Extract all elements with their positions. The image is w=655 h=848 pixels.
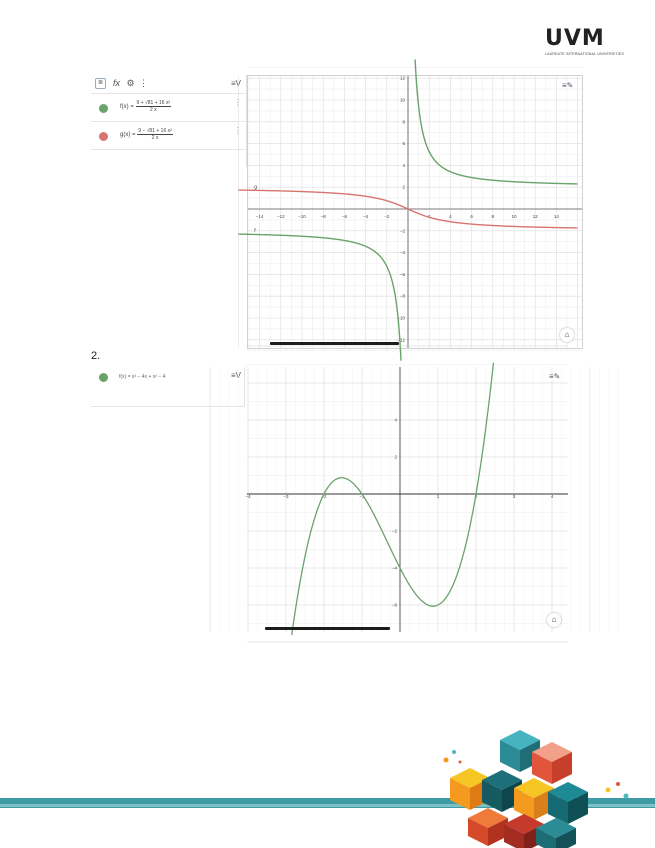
algebra-view-icon[interactable]: ≣ — [95, 78, 106, 89]
x-tick-label: 2 — [474, 494, 478, 499]
formula-f-lhs: f(x) = — [120, 104, 134, 111]
y-tick-label: −8 — [399, 293, 405, 299]
home-icon[interactable]: ⌂ — [560, 328, 574, 342]
x-tick-label: −2 — [384, 214, 390, 219]
x-tick-label: −8 — [320, 214, 326, 219]
y-tick-label: −2 — [399, 228, 405, 234]
uvm-logo — [545, 26, 625, 58]
x-tick-label: −10 — [298, 214, 306, 219]
algebra-view-2 — [91, 367, 245, 407]
curve-label-f: f — [254, 227, 256, 234]
gear-icon[interactable]: ⚙ — [126, 78, 135, 88]
y-tick-label: −6 — [399, 271, 405, 277]
algebra-input-row[interactable] — [91, 149, 246, 168]
x-tick-label: −12 — [276, 214, 285, 219]
x-tick-label: −14 — [255, 214, 264, 219]
y-tick-label: −4 — [399, 250, 405, 256]
view-menu-icon[interactable]: ≡V — [230, 79, 241, 88]
more-icon[interactable]: ⋮ — [234, 98, 242, 107]
y-tick-label: 2 — [402, 184, 405, 190]
x-tick-label: 12 — [532, 214, 538, 219]
more-icon[interactable]: ⋮ — [234, 126, 242, 135]
formula-g-numerator: 9 − √81 + 16 x² — [138, 128, 172, 134]
formula-f-denominator: 2 x — [149, 107, 157, 113]
graphics-view-1[interactable] — [247, 75, 583, 349]
algebra-toolbar — [91, 75, 246, 93]
x-tick-label: −1 — [359, 494, 365, 499]
logo-subtitle: LAUREATE INTERNATIONAL UNIVERSITIES — [545, 52, 625, 56]
algebra-entry-f2[interactable] — [91, 367, 244, 389]
home-icon[interactable]: ⌂ — [547, 613, 561, 627]
cubes-graphic — [0, 720, 655, 848]
scrollbar-2[interactable] — [265, 627, 390, 630]
x-tick-label: 8 — [491, 214, 495, 219]
formula-g-denominator: 2 x — [151, 135, 159, 141]
formula-f2: f(x) = x³ − 4x + x² − 4 — [119, 374, 166, 380]
view-menu-icon[interactable]: ≡V — [230, 371, 241, 380]
y-tick-label: 4 — [394, 417, 397, 423]
x-tick-label: 4 — [449, 214, 452, 219]
graph-canvas-1[interactable] — [248, 76, 582, 348]
algebra-entry-f[interactable] — [91, 93, 246, 122]
item-number: 2. — [91, 350, 101, 362]
x-tick-label: −3 — [283, 494, 289, 499]
x-tick-label: −2 — [321, 494, 327, 499]
y-tick-label: 4 — [402, 162, 405, 168]
x-tick-label: 4 — [550, 494, 554, 499]
formula-g-lhs: g(x) = — [120, 132, 136, 139]
y-tick-label: −10 — [397, 315, 405, 321]
y-tick-label: 2 — [394, 454, 397, 460]
x-tick-label: 1 — [436, 494, 440, 499]
visibility-toggle-g[interactable] — [99, 132, 108, 141]
x-tick-label: 6 — [470, 214, 473, 219]
formula-f-numerator: 9 + √81 + 16 x² — [136, 100, 171, 106]
y-tick-label: −6 — [391, 602, 397, 608]
formula-f — [120, 100, 171, 113]
formula-g — [120, 128, 173, 141]
scrollbar-1[interactable] — [270, 342, 399, 345]
y-tick-label: 6 — [402, 141, 405, 147]
footer-decoration — [0, 720, 655, 848]
style-bar-icon[interactable]: ≡✎ — [549, 372, 561, 381]
x-tick-label: −4 — [245, 494, 251, 499]
x-tick-label: −6 — [341, 214, 347, 219]
x-tick-label: 14 — [553, 214, 559, 219]
graphics-view-2[interactable] — [247, 367, 568, 632]
function-icon[interactable]: fx — [112, 78, 120, 88]
x-tick-label: 10 — [511, 214, 517, 219]
curve-f2 — [292, 363, 494, 635]
y-tick-label: 12 — [399, 75, 405, 81]
y-tick-label: −12 — [397, 337, 405, 343]
x-tick-label: −4 — [363, 214, 369, 219]
style-bar-icon[interactable]: ≡✎ — [562, 81, 574, 90]
algebra-view-1 — [91, 75, 247, 167]
graph-canvas-2[interactable] — [247, 367, 568, 632]
algebra-entry-g[interactable] — [91, 121, 246, 150]
curve-label-g: g — [254, 184, 258, 191]
logo-text: UVM — [545, 26, 605, 51]
y-tick-label: 8 — [402, 119, 405, 125]
visibility-toggle-f[interactable] — [99, 104, 108, 113]
visibility-toggle-f2[interactable] — [99, 373, 108, 382]
y-tick-label: 10 — [399, 97, 405, 103]
y-tick-label: −4 — [391, 565, 397, 571]
more-icon[interactable]: ⋮ — [139, 78, 148, 88]
y-tick-label: −2 — [391, 528, 397, 534]
x-tick-label: 3 — [512, 494, 516, 499]
x-tick-label: 2 — [427, 214, 431, 219]
algebra-divider — [91, 406, 244, 408]
